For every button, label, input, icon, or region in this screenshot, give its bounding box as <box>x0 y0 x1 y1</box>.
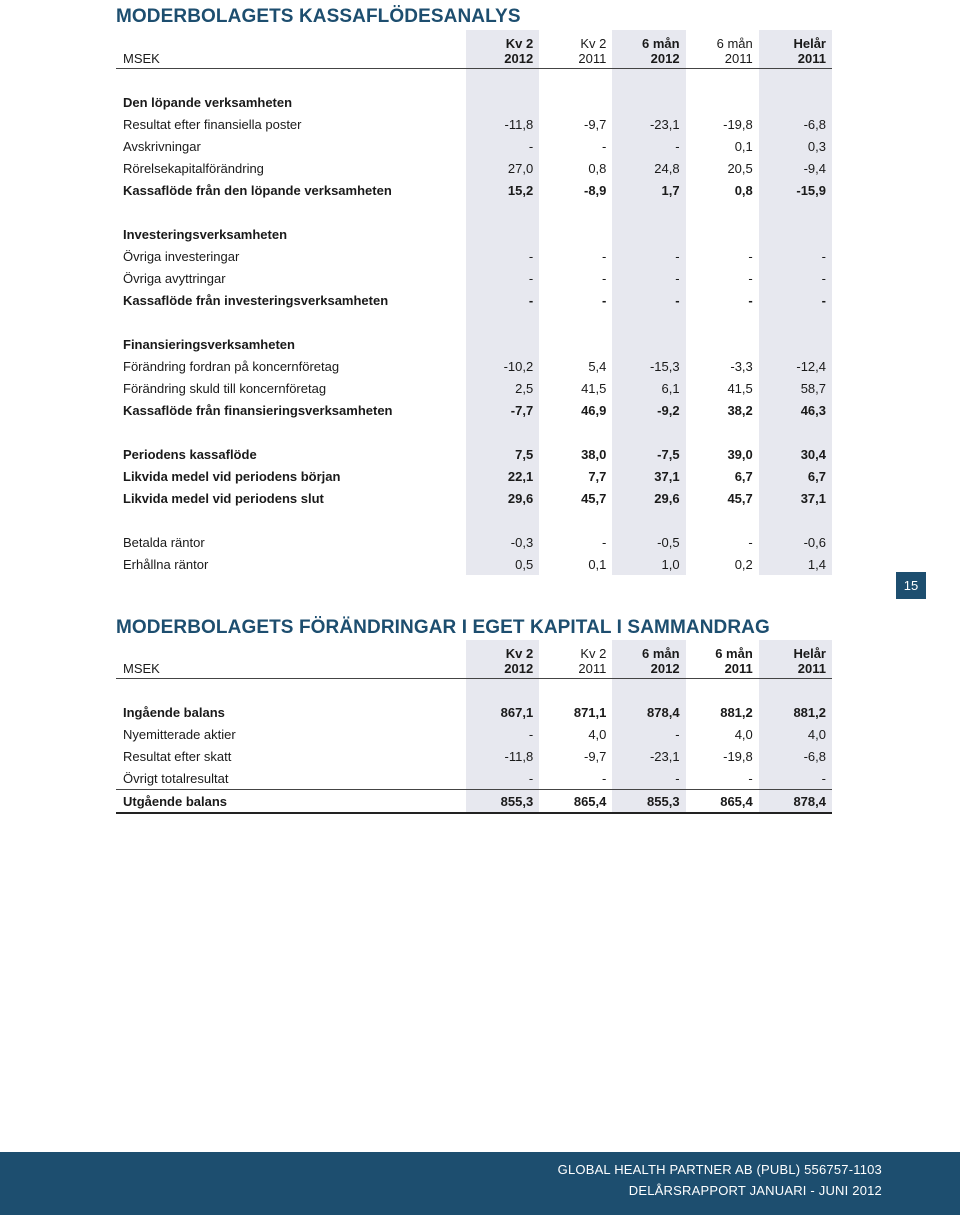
cell-value: 22,1 <box>466 465 539 487</box>
column-header <box>539 30 612 69</box>
cell-value: 37,1 <box>612 465 685 487</box>
cell-value <box>612 421 685 443</box>
table-row <box>116 723 832 745</box>
cell-value: - <box>748 534 753 550</box>
cell-value: 5,4 <box>588 358 607 374</box>
cell-value: 0,8 <box>734 182 753 198</box>
row-label: Resultat efter skatt <box>123 748 232 764</box>
cell-value: - <box>748 248 753 264</box>
cell-value: 0,2 <box>734 556 753 572</box>
total-row <box>116 399 832 421</box>
cell-value <box>686 679 759 702</box>
column-header-year: 2012 <box>504 661 534 676</box>
row-label: Förändring skuld till koncernföretag <box>123 380 327 396</box>
cell-value <box>466 201 539 223</box>
cell-value <box>466 679 539 702</box>
cell-value: 1,0 <box>612 553 685 575</box>
table-row <box>116 377 832 399</box>
cell-value: -8,9 <box>583 182 607 198</box>
cell-value: 20,5 <box>727 160 753 176</box>
cell-value: -12,4 <box>759 355 832 377</box>
cashflow-table <box>116 30 832 575</box>
row-label: Likvida medel vid periodens slut <box>123 490 324 506</box>
cell-value: -11,8 <box>466 745 539 767</box>
total-row <box>116 289 832 311</box>
table-row <box>116 113 832 135</box>
cell-value <box>612 509 685 531</box>
cell-value: 37,1 <box>759 487 832 509</box>
cell-value: -9,4 <box>759 157 832 179</box>
cell-value <box>686 311 759 333</box>
cell-value: 867,1 <box>466 701 539 723</box>
cell-value <box>539 69 612 92</box>
cell-value: 6,7 <box>759 465 832 487</box>
spacer-row <box>116 201 832 223</box>
cell-value <box>539 509 612 531</box>
cell-value <box>686 69 759 92</box>
cell-value: 0,1 <box>588 556 607 572</box>
cell-value: -9,7 <box>583 748 607 764</box>
cell-value <box>759 333 832 355</box>
table-row <box>116 767 832 790</box>
row-label: Investeringsverksamheten <box>123 226 288 242</box>
column-header-period: 6 mån <box>716 36 753 51</box>
table-row <box>116 157 832 179</box>
cell-value <box>759 311 832 333</box>
row-label: Finansieringsverksamheten <box>123 336 295 352</box>
cell-value: 46,3 <box>759 399 832 421</box>
cell-value: -11,8 <box>466 113 539 135</box>
cell-value <box>539 421 612 443</box>
column-header <box>466 640 539 679</box>
column-header-year: 2011 <box>797 51 826 66</box>
cell-value <box>466 223 539 245</box>
cell-value: 30,4 <box>759 443 832 465</box>
cell-value: -3,3 <box>730 358 753 374</box>
cell-value: -9,7 <box>583 116 607 132</box>
cell-value: 29,6 <box>466 487 539 509</box>
cell-value: - <box>748 270 753 286</box>
column-header-period: Kv 2 <box>505 646 534 661</box>
cell-value: -19,8 <box>723 116 753 132</box>
total-row <box>116 790 832 814</box>
cell-value <box>686 201 759 223</box>
cell-value: 38,2 <box>727 402 753 418</box>
column-header-period: Kv 2 <box>505 36 534 51</box>
cell-value: 6,1 <box>612 377 685 399</box>
row-label: Kassaflöde från investeringsverksamheten <box>123 292 389 308</box>
cell-value: 24,8 <box>612 157 685 179</box>
table-row <box>116 267 832 289</box>
cell-value: 0,8 <box>588 160 607 176</box>
cell-value: - <box>759 267 832 289</box>
cell-value: 15,2 <box>466 179 539 201</box>
cell-value: 4,0 <box>734 726 753 742</box>
cell-value: -0,5 <box>612 531 685 553</box>
cell-value <box>686 223 759 245</box>
cell-value: 39,0 <box>727 446 753 462</box>
cell-value <box>759 201 832 223</box>
row-label: Övriga avyttringar <box>123 270 226 286</box>
row-label <box>116 201 466 223</box>
cell-value: 46,9 <box>581 402 607 418</box>
row-label: Kassaflöde från den löpande verksamheten <box>123 182 392 198</box>
cell-value <box>612 223 685 245</box>
row-label: Erhållna räntor <box>123 556 209 572</box>
cell-value <box>686 509 759 531</box>
cell-value <box>686 91 759 113</box>
cell-value: - <box>466 289 539 311</box>
cell-value: 855,3 <box>466 790 539 814</box>
cell-value <box>466 421 539 443</box>
row-label: Utgående balans <box>116 790 466 814</box>
column-header-period: 6 mån <box>642 36 680 51</box>
cell-value <box>759 509 832 531</box>
cell-value: - <box>612 723 685 745</box>
cell-value <box>539 201 612 223</box>
cell-value: - <box>759 289 832 311</box>
spacer-row <box>116 679 832 702</box>
cell-value: 58,7 <box>759 377 832 399</box>
cell-value: - <box>602 534 607 550</box>
column-header-period: Kv 2 <box>580 646 607 661</box>
footer-report: DELÅRSRAPPORT JANUARI - JUNI 2012 <box>628 1183 882 1198</box>
cell-value: 881,2 <box>759 701 832 723</box>
cell-value: 4,0 <box>759 723 832 745</box>
cell-value: 41,5 <box>727 380 753 396</box>
cell-value: 878,4 <box>759 790 832 814</box>
row-label: Avskrivningar <box>123 138 201 154</box>
row-label <box>116 311 466 333</box>
cell-value: 27,0 <box>466 157 539 179</box>
section-heading-row <box>116 223 832 245</box>
row-label: Kassaflöde från finansieringsverksamheten <box>123 402 393 418</box>
cell-value: 871,1 <box>573 704 607 720</box>
cell-value: 2,5 <box>466 377 539 399</box>
cell-value: -15,9 <box>759 179 832 201</box>
column-header <box>759 30 832 69</box>
column-header-period: 6 mån <box>642 646 680 661</box>
cell-value <box>539 311 612 333</box>
row-label: Ingående balans <box>123 704 225 720</box>
table-row <box>116 531 832 553</box>
equity-title: MODERBOLAGETS FÖRÄNDRINGAR I EGET KAPITAL I SAMMANDRAG <box>116 617 770 638</box>
column-header-year: 2011 <box>578 51 607 66</box>
cell-value: 0,5 <box>466 553 539 575</box>
cell-value <box>466 311 539 333</box>
cell-value <box>612 201 685 223</box>
footer <box>0 1152 960 1215</box>
cell-value: -23,1 <box>612 113 685 135</box>
cell-value <box>612 91 685 113</box>
cell-value <box>759 223 832 245</box>
section-heading-row <box>116 91 832 113</box>
cashflow-title: MODERBOLAGETS KASSAFLÖDESANALYS <box>116 6 521 27</box>
cell-value <box>466 333 539 355</box>
cell-value: 0,3 <box>759 135 832 157</box>
cell-value: -10,2 <box>466 355 539 377</box>
cell-value <box>612 679 685 702</box>
cell-value: 1,4 <box>759 553 832 575</box>
column-header <box>612 30 685 69</box>
column-header-year: 2012 <box>504 51 534 66</box>
table-row <box>116 553 832 575</box>
total-row <box>116 701 832 723</box>
cell-value: 45,7 <box>581 490 607 506</box>
header-row <box>116 640 832 679</box>
cell-value: 41,5 <box>581 380 607 396</box>
column-header <box>686 30 759 69</box>
row-label: Förändring fordran på koncernföretag <box>123 358 340 374</box>
section-heading-row <box>116 333 832 355</box>
total-row <box>116 179 832 201</box>
row-label <box>116 69 466 92</box>
cell-value <box>612 333 685 355</box>
total-row <box>116 443 832 465</box>
cell-value: - <box>466 723 539 745</box>
cell-value: - <box>602 138 607 154</box>
column-header-year: 2011 <box>578 661 607 676</box>
cell-value: -23,1 <box>612 745 685 767</box>
row-label: Rörelsekapitalförändring <box>123 160 264 176</box>
cell-value: - <box>466 135 539 157</box>
cell-value <box>612 311 685 333</box>
cell-value: - <box>759 245 832 267</box>
cell-value <box>686 333 759 355</box>
cell-value: 4,0 <box>588 726 607 742</box>
cell-value: - <box>466 245 539 267</box>
row-label: Periodens kassaflöde <box>123 446 257 462</box>
total-row <box>116 487 832 509</box>
unit-label: MSEK <box>116 640 466 679</box>
cell-value <box>466 69 539 92</box>
equity-table <box>116 640 832 814</box>
cell-value: - <box>466 267 539 289</box>
cell-value: - <box>748 292 753 308</box>
column-header-period: Kv 2 <box>580 36 607 51</box>
column-header-year: 2011 <box>724 661 753 676</box>
cell-value: -0,3 <box>466 531 539 553</box>
column-header-year: 2011 <box>797 661 826 676</box>
total-row <box>116 465 832 487</box>
row-label <box>116 509 466 531</box>
cell-value <box>539 91 612 113</box>
cell-value: - <box>602 292 607 308</box>
column-header-period: Helår <box>793 36 826 51</box>
row-label <box>116 421 466 443</box>
cell-value: -7,7 <box>466 399 539 421</box>
spacer-row <box>116 421 832 443</box>
cell-value: 855,3 <box>612 790 685 814</box>
header-row <box>116 30 832 69</box>
column-header-year: 2011 <box>724 51 753 66</box>
cell-value: - <box>602 770 607 786</box>
column-header <box>759 640 832 679</box>
row-label: Övrigt totalresultat <box>123 770 229 786</box>
column-header <box>686 640 759 679</box>
column-header <box>612 640 685 679</box>
cell-value: - <box>602 270 607 286</box>
column-header-period: Helår <box>793 646 826 661</box>
footer-company: GLOBAL HEALTH PARTNER AB (PUBL) 556757-1103 <box>557 1162 882 1177</box>
spacer-row <box>116 509 832 531</box>
table-row <box>116 135 832 157</box>
column-header-period: 6 mån <box>715 646 753 661</box>
row-label: Övriga investeringar <box>123 248 240 264</box>
cell-value: - <box>612 245 685 267</box>
cell-value: 29,6 <box>612 487 685 509</box>
cell-value <box>539 333 612 355</box>
column-header-year: 2012 <box>650 661 680 676</box>
cell-value: 7,5 <box>466 443 539 465</box>
cell-value: -7,5 <box>612 443 685 465</box>
cell-value: 6,7 <box>734 468 753 484</box>
cell-value <box>759 91 832 113</box>
row-label <box>116 679 466 702</box>
cell-value: -6,8 <box>759 113 832 135</box>
table-row <box>116 355 832 377</box>
row-label: Nyemitterade aktier <box>123 726 236 742</box>
table-row <box>116 245 832 267</box>
cell-value: 865,4 <box>539 790 612 814</box>
cell-value: - <box>612 267 685 289</box>
column-header-year: 2012 <box>650 51 680 66</box>
page-number: 15 <box>896 572 926 599</box>
cell-value <box>466 509 539 531</box>
cell-value <box>759 421 832 443</box>
row-label: Likvida medel vid periodens början <box>123 468 341 484</box>
cell-value <box>759 69 832 92</box>
cell-value: - <box>612 289 685 311</box>
table-row <box>116 745 832 767</box>
cell-value: 45,7 <box>727 490 753 506</box>
cell-value: 878,4 <box>612 701 685 723</box>
cell-value: -19,8 <box>723 748 753 764</box>
cell-value: - <box>612 135 685 157</box>
cell-value: 7,7 <box>588 468 607 484</box>
cell-value: -6,8 <box>759 745 832 767</box>
cell-value: - <box>602 248 607 264</box>
cell-value <box>686 421 759 443</box>
spacer-row <box>116 69 832 92</box>
cell-value <box>759 679 832 702</box>
row-label: Betalda räntor <box>123 534 205 550</box>
cell-value: - <box>759 767 832 790</box>
cell-value: -9,2 <box>612 399 685 421</box>
unit-label: MSEK <box>116 30 466 69</box>
cell-value <box>466 91 539 113</box>
column-header <box>539 640 612 679</box>
cell-value: 1,7 <box>612 179 685 201</box>
cell-value: -15,3 <box>612 355 685 377</box>
cell-value: - <box>612 767 685 790</box>
cell-value <box>612 69 685 92</box>
cell-value <box>539 679 612 702</box>
cell-value: 0,1 <box>734 138 753 154</box>
row-label: Resultat efter finansiella poster <box>123 116 302 132</box>
cell-value: - <box>748 770 753 786</box>
cell-value: 881,2 <box>720 704 753 720</box>
row-label: Den löpande verksamheten <box>123 94 293 110</box>
column-header <box>466 30 539 69</box>
cell-value: -0,6 <box>759 531 832 553</box>
cell-value: 865,4 <box>686 790 759 814</box>
spacer-row <box>116 311 832 333</box>
cell-value <box>539 223 612 245</box>
cell-value: - <box>466 767 539 790</box>
cell-value: 38,0 <box>581 446 607 462</box>
